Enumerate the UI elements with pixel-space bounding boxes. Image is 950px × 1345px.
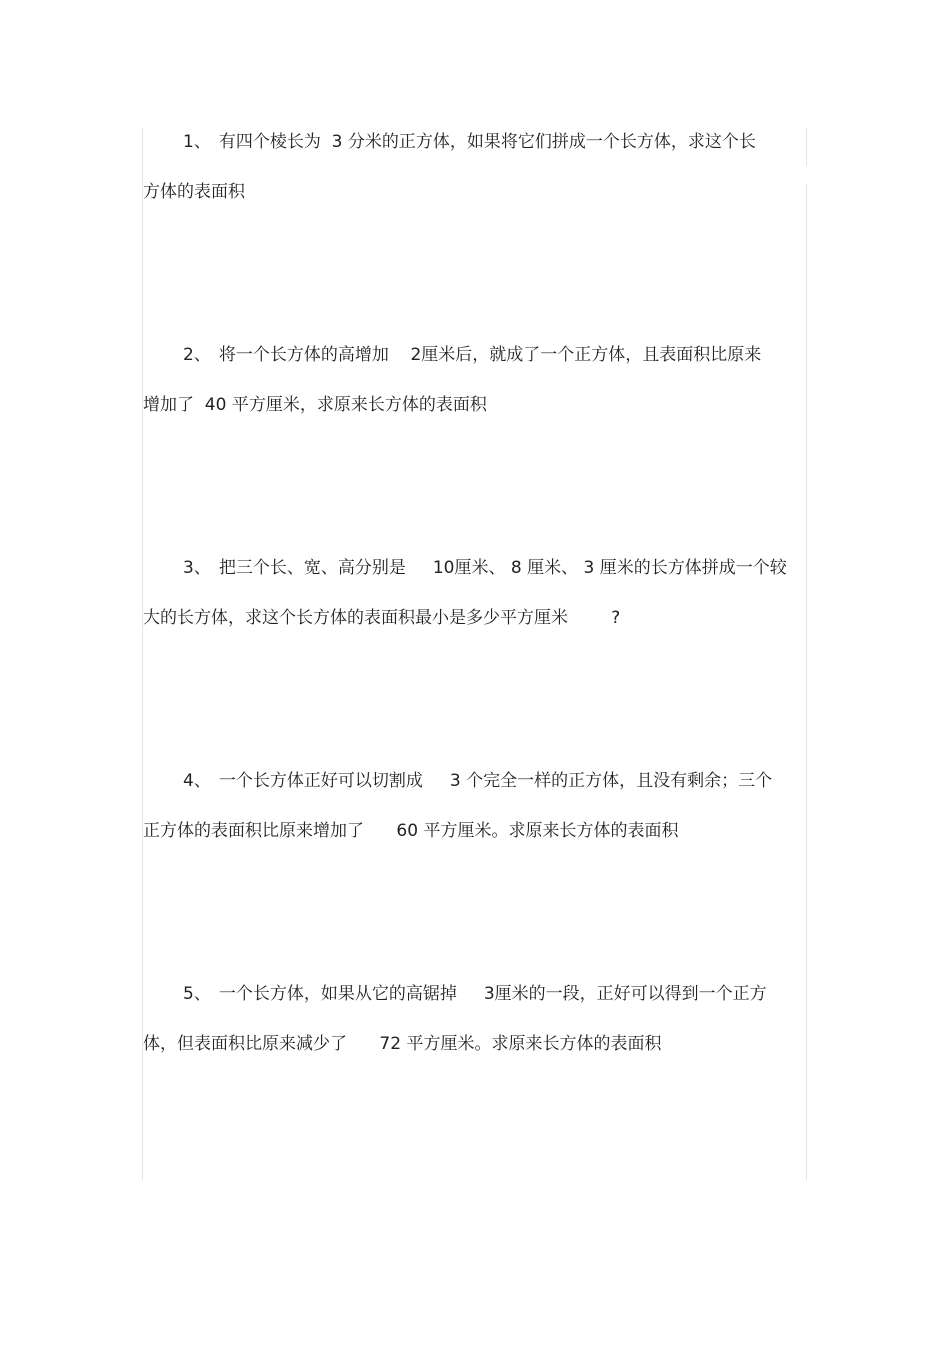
problem-5-line-1 [183,981,767,1007]
problem-3-number: 3、 [183,558,211,578]
problem-2-line-1 [183,342,761,368]
problem-1-line-2: 方体的表面积 [143,182,245,202]
problem-4-line-1 [183,768,772,794]
right-margin-rule [806,184,807,1180]
problem-5-number: 5、 [183,984,211,1004]
problem-2-number: 2、 [183,345,211,365]
problem-2-line-2: 增加了 40 平方厘米，求原来长方体的表面积 [143,395,487,415]
right-margin-rule-top [806,128,807,166]
problem-3-line-1 [183,555,787,581]
problem-3-text-1: 把三个长、宽、高分别是 10厘米、 8 厘米、 3 厘米的长方体拼成一个较 [218,558,787,578]
problem-2-text-1: 将一个长方体的高增加 2厘米后，就成了一个正方体，且表面积比原来 [218,345,762,365]
problem-4-number: 4、 [183,771,211,791]
problem-3-line-2: 大的长方体，求这个长方体的表面积最小是多少平方厘米 ? [143,608,621,628]
problem-5-text-1: 一个长方体，如果从它的高锯掉 3厘米的一段，正好可以得到一个正方 [218,984,767,1004]
left-margin-rule [142,128,143,1180]
problem-1-number: 1、 [183,132,211,152]
problem-1-line-1 [183,129,756,155]
problem-4-text-1: 一个长方体正好可以切割成 3 个完全一样的正方体，且没有剩余；三个 [218,771,773,791]
problem-4-line-2: 正方体的表面积比原来增加了 60 平方厘米。求原来长方体的表面积 [143,821,679,841]
problem-1-text-1: 有四个棱长为 3 分米的正方体，如果将它们拼成一个长方体，求这个长 [218,132,756,152]
problem-5-line-2: 体，但表面积比原来减少了 72 平方厘米。求原来长方体的表面积 [143,1034,662,1054]
